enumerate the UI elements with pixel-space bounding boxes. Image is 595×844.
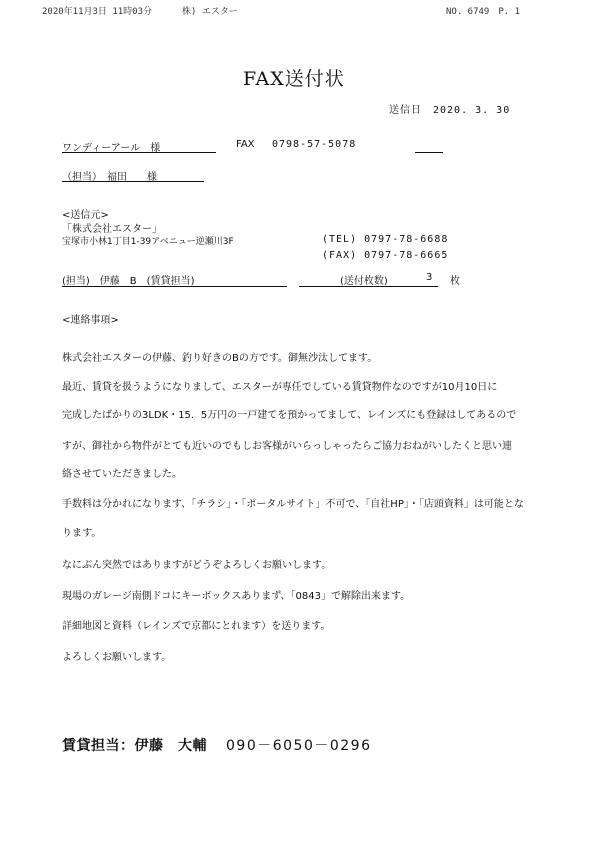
sender-tel: (TEL) 0797-78-6688 [322, 234, 449, 245]
sender-address: 宝塚市小林1丁目1-39アベニュー逆瀬川3F [62, 237, 234, 247]
fax-header-page-number: NO. 6749 P. 1 [446, 7, 521, 17]
message-line: よろしくお願いします。 [62, 652, 172, 663]
fax-header-datetime: 2020年11月3日 11時03分 [42, 7, 153, 17]
recipient-contact-underline [62, 181, 204, 182]
recipient-fax-number: 0798-57-5078 [272, 139, 357, 150]
sender-fax: (FAX) 0797-78-6665 [322, 250, 449, 261]
pages-unit: 枚 [450, 276, 460, 287]
message-line: 絡させていただきました。 [62, 469, 182, 480]
message-line: 最近、賃貸を扱うようになりまして、エスターが専任でしている賃貸物件なのですが10月10日に [62, 382, 498, 393]
recipient-fax-label: FAX [236, 139, 255, 150]
recipient-company: ワンディーアール 様 [62, 143, 161, 154]
pages-underline [299, 286, 438, 287]
message-line: 完成したばかりの3LDK・15．5万円の一戸建てを預かってまして、レインズにも登録はしてあるので [62, 410, 517, 421]
signature-label: 賃貸担当：伊藤 大輔 [62, 738, 207, 754]
signature-phone: 090－6050－0296 [226, 738, 372, 754]
pages-label: (送付枚数) [340, 276, 388, 287]
sender-company: 「株式会社エスター」 [62, 224, 162, 235]
message-line: 詳細地図と資料（レインズで京都にとれます）を送ります。 [62, 621, 331, 632]
message-line: 手数料は分かれになります、「チラシ」・「ポータルサイト」不可で、「自社HP」・「店頭資料」は可能とな [62, 499, 524, 510]
sender-person: (担当) 伊藤 B (賃貸担当) [62, 276, 195, 287]
message-line: なにぶん突然ではありますがどうぞよろしくお願いします。 [62, 560, 332, 571]
message-line: 株式会社エスターの伊藤、釣り好きのBの方です。御無沙汰してます。 [62, 353, 378, 364]
message-line: ります。 [62, 528, 102, 539]
fax-header-sender: 株) エスター [182, 7, 238, 17]
recipient-underline [62, 152, 216, 153]
recipient-contact: （担当） 福田 様 [62, 172, 157, 183]
page-title: FAX送付状 [243, 68, 345, 90]
message-line: すが、御社から物件がとても近いのでもしお客様がいらっしゃったらご協力おねがいしたくと思い連 [62, 441, 512, 452]
fax-number-blank-line [415, 152, 443, 153]
pages-value: 3 [426, 272, 433, 283]
sender-heading: <送信元> [62, 210, 109, 221]
sender-person-underline [62, 286, 287, 287]
send-date: 送信日 2020. 3. 30 [389, 105, 511, 116]
message-line: 現場のガレージ南側ドコにキーボックスありまず、「0843」で解除出来ます。 [62, 591, 411, 602]
message-heading: <連絡事項> [62, 315, 119, 326]
